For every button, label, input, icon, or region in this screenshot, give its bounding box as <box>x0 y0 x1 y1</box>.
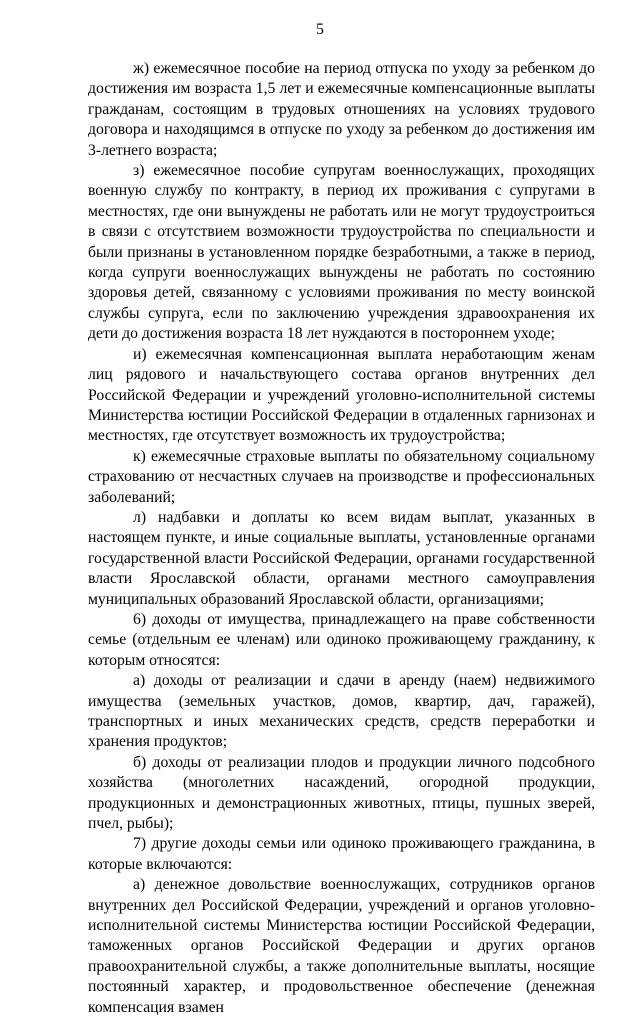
paragraph-6a: а) доходы от реализации и сдачи в аренду (наем) недвижимого имущества (земельных участков, домов, квартир, дач, гаражей), транспортных и иных механических средств, средств переработки и хранения продуктов; <box>88 672 595 751</box>
paragraph-l: л) надбавки и доплаты ко всем видам выплат, указанных в настоящем пункте, и иные социальные выплаты, установленные органами государственной власти Российской Федерации, органами государственной власти Ярославской области, органами местного самоуправления муниципальных образований Ярославской области, организациями; <box>88 508 595 608</box>
paragraph-6b: б) доходы от реализации плодов и продукции личного подсобного хозяйства (многолетних насаждений, огородной продукции, продукционных и демонстрационных животных, птицы, пушных зверей, пчел, рыбы); <box>88 753 595 833</box>
document-body <box>88 59 595 1018</box>
paragraph-i: и) ежемесячная компенсационная выплата неработающим женам лиц рядового и начальствующего состава органов внутренних дел Российской Федерации и учреждений уголовно-исполнительной системы Министерства юстиции Российской Федерации в отдаленных гарнизонах и местностях, где отсутствует возможность их трудоустройства; <box>88 345 595 445</box>
paragraph-z: з) ежемесячное пособие супругам военнослужащих, проходящих военную службу по контракту, в период их проживания с супругами в местностях, где они вынуждены не работать или не могут трудоустроиться в связи с отсутствием возможности трудоустройства по специальности и были признаны в установленном порядке безработными, а также в период, когда супруги военнослужащих вынуждены не работать по состоянию здоровья детей, связанному с условиями проживания по месту воинской службы супруга, если по заключению учреждения здравоохранения их дети до достижения возраста 18 лет нуждаются в постороннем уходе; <box>88 162 595 343</box>
paragraph-6: 6) доходы от имущества, принадлежащего на праве собственности семье (отдельным ее членам) или одиноко проживающему гражданину, к которым относятся: <box>88 610 595 669</box>
paragraph-zh: ж) ежемесячное пособие на период отпуска по уходу за ребенком до достижения им возраста 1,5 лет и ежемесячные компенсационные выплаты гражданам, состоящим в трудовых отношениях на условиях трудового договора и находящимся в отпуске по уходу за ребенком до достижения им 3-летнего возраста; <box>88 60 595 159</box>
paragraph-k: к) ежемесячные страховые выплаты по обязательному социальному страхованию от несчастных случаев на производстве и профессиональных заболеваний; <box>88 447 595 506</box>
paragraph-7a: а) денежное довольствие военнослужащих, сотрудников органов внутренних дел Российской Федерации, учреждений и органов уголовно-исполнительной системы Министерства юстиции Российской Федерации, таможенных органов Российской Федерации и других органов правоохранительной службы, а также дополнительные выплаты, носящие постоянный характер, и продовольственное обеспечение (денежная компенсация взамен <box>88 876 595 1016</box>
page-number: 5 <box>316 21 324 38</box>
paragraph-7: 7) другие доходы семьи или одиноко проживающего гражданина, в которые включаются: <box>88 835 595 873</box>
